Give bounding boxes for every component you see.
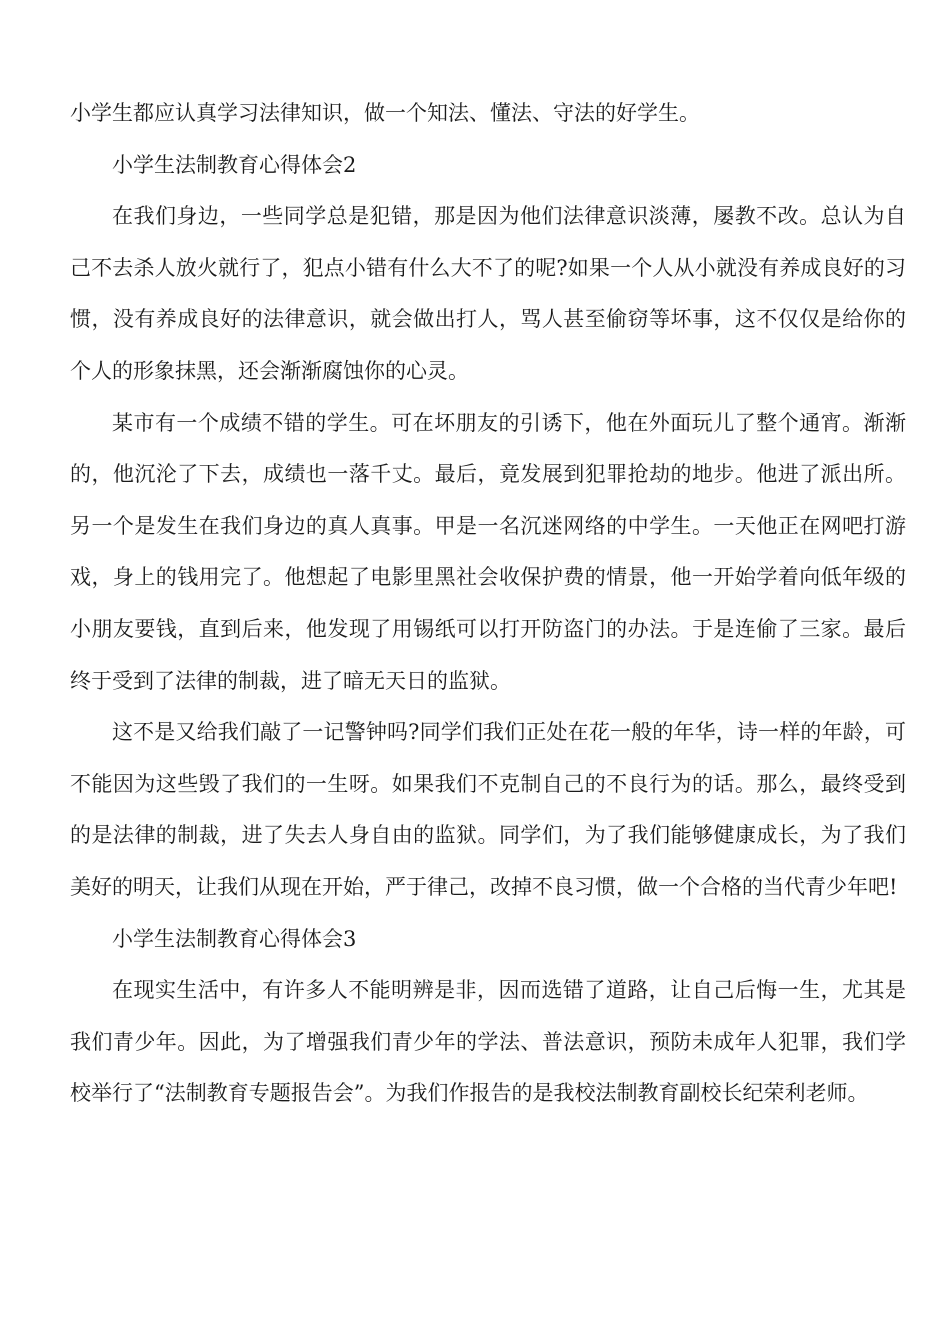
paragraph: 在现实生活中，有许多人不能明辨是非，因而选错了道路，让自己后悔一生，尤其是我们青少年。因此，为了增强我们青少年的学法、普法意识，预防未成年人犯罪，我们学校举行了“法制教育专题报告会”。为我们作报告的是我校法制教育副校长纪荣利老师。 bbox=[70, 978, 906, 1106]
section-heading-3: 小学生法制教育心得体会3 bbox=[112, 926, 357, 951]
paragraph-continuation: 小学生都应认真学习法律知识，做一个知法、懂法、守法的好学生。 bbox=[70, 101, 700, 125]
document-body bbox=[70, 88, 906, 1120]
paragraph: 某市有一个成绩不错的学生。可在坏朋友的引诱下，他在外面玩儿了整个通宵。渐渐的，他沉沦了下去，成绩也一落千丈。最后，竟发展到犯罪抢劫的地步。他进了派出所。另一个是发生在我们身边的真人真事。甲是一名沉迷网络的中学生。一天他正在网吧打游戏，身上的钱用完了。他想起了电影里黑社会收保护费的情景，他一开始学着向低年级的小朋友要钱，直到后来，他发现了用锡纸可以打开防盗门的办法。于是连偷了三家。最后终于受到了法律的制裁，进了暗无天日的监狱。 bbox=[70, 410, 906, 693]
paragraph: 在我们身边，一些同学总是犯错，那是因为他们法律意识淡薄，屡教不改。总认为自己不去杀人放火就行了，犯点小错有什么大不了的呢?如果一个人从小就没有养成良好的习惯，没有养成良好的法律意识，就会做出打人，骂人甚至偷窃等坏事，这不仅仅是给你的个人的形象抹黑，还会渐渐腐蚀你的心灵。 bbox=[70, 204, 906, 383]
section-heading-2: 小学生法制教育心得体会2 bbox=[112, 152, 357, 177]
paragraph: 这不是又给我们敲了一记警钟吗?同学们我们正处在花一般的年华，诗一样的年龄，可不能因为这些毁了我们的一生呀。如果我们不克制自己的不良行为的话。那么，最终受到的是法律的制裁，进了失去人身自由的监狱。同学们，为了我们能够健康成长，为了我们美好的明天，让我们从现在开始，严于律己，改掉不良习惯，做一个合格的当代青少年吧! bbox=[70, 720, 906, 899]
